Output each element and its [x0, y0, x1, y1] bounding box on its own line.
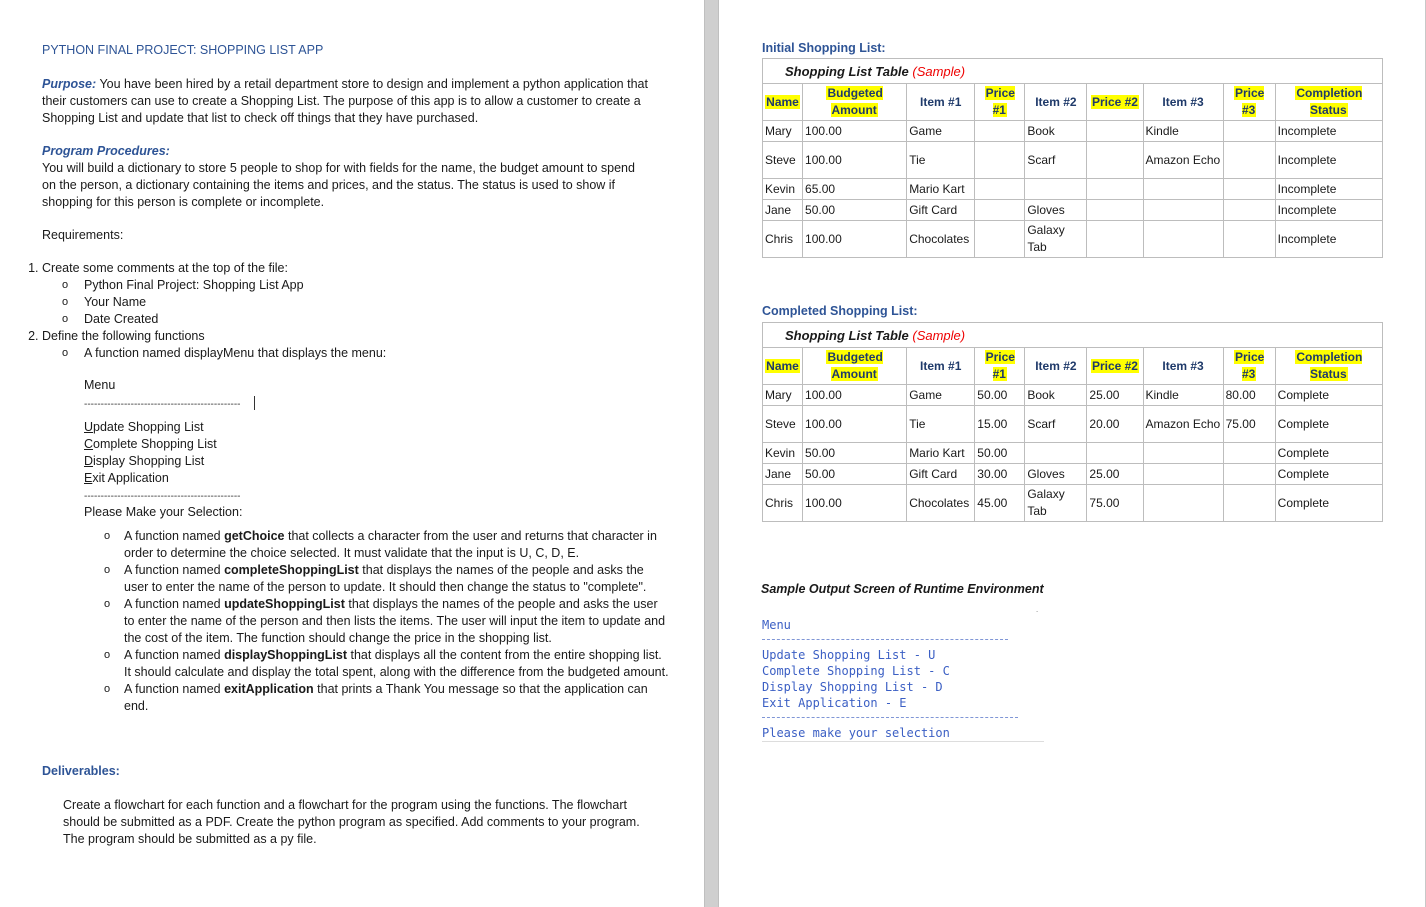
- header-text: Item #2: [1035, 94, 1077, 109]
- table-cell: 50.00: [803, 464, 907, 485]
- table-caption-row: [763, 59, 1383, 84]
- menu-item-update: [84, 419, 242, 436]
- header-text: Price #2: [1091, 358, 1138, 373]
- table-cell: Chris: [763, 485, 803, 522]
- function-text: A function named: [124, 563, 225, 577]
- menu-item-exit: [84, 470, 242, 487]
- table-cell: Kindle: [1143, 385, 1223, 406]
- header-text: Price #2: [1091, 94, 1138, 109]
- table-cell: Complete: [1275, 464, 1382, 485]
- header-text: Completion Status: [1296, 86, 1363, 117]
- table-caption: [763, 323, 1383, 348]
- console-divider-bottom: [762, 717, 1018, 718]
- purpose-line-3: Shopping List and update that list to check off things that they have purchased.: [42, 111, 479, 125]
- table-cell: Jane: [763, 200, 803, 221]
- requirements-list: [0, 260, 662, 362]
- table-cell: [1087, 142, 1143, 179]
- table-cell: Mary: [763, 121, 803, 142]
- table-cell: Tie: [907, 406, 975, 443]
- function-name: getChoice: [224, 529, 285, 543]
- table-cell: [1223, 485, 1275, 522]
- console-line: Display Shopping List - D: [762, 680, 943, 694]
- table-caption-row: [763, 323, 1383, 348]
- console-divider-top: [762, 639, 1008, 640]
- table-cell: [1143, 443, 1223, 464]
- header-item-2: [1025, 84, 1087, 121]
- menu-item-complete: [84, 436, 242, 453]
- header-name: [763, 84, 803, 121]
- purpose-line-1: You have been hired by a retail department store to design and implement a python application that: [99, 77, 648, 91]
- table-cell: Scarf: [1025, 142, 1087, 179]
- table-cell: [1143, 464, 1223, 485]
- table-cell: [1223, 179, 1275, 200]
- initial-shopping-table: [762, 58, 1383, 258]
- menu-item-display: [84, 453, 242, 470]
- document-page-left: [0, 0, 705, 907]
- menu-dashes: -----------------------------------------------: [84, 399, 241, 410]
- procedures-line-2: on the person, a dictionary containing the items and prices, and the status. The status is used to show if: [42, 178, 616, 192]
- function-text: A function named: [124, 529, 225, 543]
- table-cell: Complete: [1275, 485, 1382, 522]
- header-text: Completion Status: [1296, 350, 1363, 381]
- table-cell: 50.00: [975, 443, 1025, 464]
- header-text: Name: [766, 358, 799, 373]
- table-row: [763, 179, 1383, 200]
- header-text: Price #1: [985, 86, 1015, 117]
- menu-title: Menu: [84, 378, 116, 392]
- console-line: Complete Shopping List - C: [762, 664, 950, 678]
- procedures-label: Program Procedures:: [42, 144, 170, 158]
- header-item-2: [1025, 348, 1087, 385]
- function-text: A function named: [124, 682, 225, 696]
- menu-dashes: -----------------------------------------------: [84, 491, 241, 502]
- function-text: that displays the names of the people and asks the user to enter the name of the person and then lists the items. The user will input the item to update and the cost of the item. The function should change the price in the shopping list.: [124, 597, 666, 645]
- table-cell: Mario Kart: [907, 443, 975, 464]
- menu-label: xit Application: [92, 471, 169, 485]
- table-cell: Complete: [1275, 385, 1382, 406]
- caption-sample: (Sample): [912, 327, 966, 343]
- table-cell: [1223, 142, 1275, 179]
- header-text: Budgeted Amount: [827, 350, 883, 381]
- page-title: PYTHON FINAL PROJECT: SHOPPING LIST APP: [42, 43, 324, 57]
- sample-output-label: Sample Output Screen of Runtime Environment: [761, 582, 1044, 596]
- caption-text: Shopping List Table: [785, 63, 909, 79]
- table-cell: Kevin: [763, 443, 803, 464]
- console-line: Exit Application - E: [762, 696, 907, 710]
- table-row: [763, 121, 1383, 142]
- header-text: Price #1: [985, 350, 1015, 381]
- table-cell: Incomplete: [1275, 221, 1382, 258]
- table-cell: 100.00: [803, 485, 907, 522]
- table-cell: Book: [1025, 385, 1087, 406]
- table-cell: 25.00: [1087, 464, 1143, 485]
- deliverables-line-1: Create a flowchart for each function and a flowchart for the program using the functions. The flowchart: [63, 798, 627, 812]
- function-item: [104, 562, 669, 596]
- table-row: [763, 385, 1383, 406]
- table-row: [763, 200, 1383, 221]
- menu-key: D: [84, 454, 94, 468]
- table-cell: [1223, 443, 1275, 464]
- table-cell: 50.00: [803, 443, 907, 464]
- table-cell: 15.00: [975, 406, 1025, 443]
- table-cell: 50.00: [975, 385, 1025, 406]
- table-cell: 75.00: [1087, 485, 1143, 522]
- header-text: Item #2: [1035, 358, 1077, 373]
- table-cell: 65.00: [803, 179, 907, 200]
- table-cell: [1143, 179, 1223, 200]
- caret-mark: ˙: [1036, 610, 1039, 620]
- table-cell: [1087, 443, 1143, 464]
- sublist-item: o A function named displayMenu that displays the menu:: [62, 345, 662, 362]
- header-budget: [803, 348, 907, 385]
- table-cell: Gloves: [1025, 464, 1087, 485]
- table-cell: 100.00: [803, 121, 907, 142]
- table-cell: Amazon Echo: [1143, 142, 1223, 179]
- table-cell: [1223, 464, 1275, 485]
- requirement-sublist: [42, 345, 662, 362]
- header-item-1: [907, 348, 975, 385]
- table-cell: Jane: [763, 464, 803, 485]
- function-item: [104, 647, 669, 681]
- console-output: [762, 617, 1044, 742]
- table-row: [763, 485, 1383, 522]
- table-row: [763, 221, 1383, 258]
- table-cell: [1087, 221, 1143, 258]
- function-text: A function named: [124, 648, 225, 662]
- menu-label: pdate Shopping List: [93, 420, 204, 434]
- table-cell: 25.00: [1087, 385, 1143, 406]
- table-cell: 100.00: [803, 221, 907, 258]
- table-cell: Chocolates: [907, 485, 975, 522]
- table-cell: [1223, 221, 1275, 258]
- table-cell: 100.00: [803, 406, 907, 443]
- sublist-item: o Date Created: [62, 311, 662, 328]
- table-cell: Galaxy Tab: [1025, 485, 1087, 522]
- header-price-3: [1223, 348, 1275, 385]
- text-cursor: [254, 396, 255, 410]
- table-cell: Incomplete: [1275, 200, 1382, 221]
- header-item-3: [1143, 84, 1223, 121]
- header-text: Price #3: [1234, 86, 1265, 117]
- function-item: [104, 528, 669, 562]
- table-row: [763, 443, 1383, 464]
- table-cell: [1223, 121, 1275, 142]
- page-gutter: [705, 0, 718, 907]
- table-cell: 100.00: [803, 142, 907, 179]
- menu-key: E: [84, 471, 93, 485]
- purpose-line-2: their customers can use to create a Shopping List. The purpose of this app is to allow a customer to create a: [42, 94, 641, 108]
- menu-key: C: [84, 437, 94, 451]
- completed-list-label: Completed Shopping List:: [762, 304, 918, 318]
- table-cell: Complete: [1275, 443, 1382, 464]
- header-price-1: [975, 84, 1025, 121]
- function-text: that collects a character from the user and returns that character in order to determine the choice selected. It must validate that the input is U, C, D, E.: [124, 529, 657, 560]
- sublist-item: o Python Final Project: Shopping List App: [62, 277, 662, 294]
- table-cell: [1025, 179, 1087, 200]
- table-cell: Gift Card: [907, 464, 975, 485]
- table-cell: Incomplete: [1275, 179, 1382, 200]
- menu-key: U: [84, 420, 94, 434]
- table-cell: Gift Card: [907, 200, 975, 221]
- deliverables-line-2: should be submitted as a PDF. Create the python program as specified. Add comments to your program.: [63, 815, 640, 829]
- menu-divider-bottom: [84, 487, 242, 504]
- purpose-paragraph: [42, 76, 648, 127]
- table-cell: Steve: [763, 142, 803, 179]
- function-text: that displays the names of the people and asks the user to enter the name of the person to update. It should then change the status to "complete".: [124, 563, 647, 594]
- table-cell: [1143, 200, 1223, 221]
- table-cell: Steve: [763, 406, 803, 443]
- header-price-3: [1223, 84, 1275, 121]
- purpose-label: Purpose:: [42, 77, 97, 91]
- function-text: that displays all the content from the entire shopping list. It should calculate and display the total spent, along with the difference from the budgeted amount.: [124, 648, 669, 679]
- table-cell: Kindle: [1143, 121, 1223, 142]
- table-cell: [975, 142, 1025, 179]
- console-line: Update Shopping List - U: [762, 648, 936, 662]
- table-cell: Gloves: [1025, 200, 1087, 221]
- table-row: [763, 464, 1383, 485]
- table-cell: Amazon Echo: [1143, 406, 1223, 443]
- table-header-row: [763, 348, 1383, 385]
- requirement-text: Define the following functions: [42, 329, 205, 343]
- function-name: updateShoppingList: [224, 597, 345, 611]
- requirements-label: Requirements:: [42, 228, 124, 242]
- table-cell: 75.00: [1223, 406, 1275, 443]
- initial-list-label: Initial Shopping List:: [762, 41, 886, 55]
- caption-sample: (Sample): [912, 63, 966, 79]
- deliverables-paragraph: [63, 797, 640, 848]
- function-text: A function named: [124, 597, 225, 611]
- table-header-row: [763, 84, 1383, 121]
- table-cell: Complete: [1275, 406, 1382, 443]
- deliverables-line-3: The program should be submitted as a py file.: [63, 832, 317, 846]
- deliverables-label: Deliverables:: [42, 764, 120, 778]
- table-cell: 30.00: [975, 464, 1025, 485]
- header-text: Item #1: [920, 358, 962, 373]
- table-cell: Kevin: [763, 179, 803, 200]
- table-cell: [975, 121, 1025, 142]
- procedures-paragraph: [42, 143, 635, 211]
- header-price-2: [1087, 84, 1143, 121]
- sublist-item: o Your Name: [62, 294, 662, 311]
- table-cell: 50.00: [803, 200, 907, 221]
- console-prompt: Please make your selection: [762, 726, 950, 740]
- table-cell: [975, 200, 1025, 221]
- table-cell: Chris: [763, 221, 803, 258]
- table-cell: Incomplete: [1275, 142, 1382, 179]
- requirement-text: Create some comments at the top of the file:: [42, 261, 288, 275]
- header-text: Name: [766, 94, 799, 109]
- header-text: Item #3: [1162, 94, 1204, 109]
- table-cell: [1143, 485, 1223, 522]
- table-cell: [975, 221, 1025, 258]
- header-status: [1275, 348, 1382, 385]
- requirement-item: [42, 328, 662, 362]
- table-cell: 20.00: [1087, 406, 1143, 443]
- header-budget: [803, 84, 907, 121]
- header-text: Item #1: [920, 94, 962, 109]
- table-cell: Galaxy Tab: [1025, 221, 1087, 258]
- requirement-item: [42, 260, 662, 328]
- header-text: Price #3: [1234, 350, 1265, 381]
- table-cell: 100.00: [803, 385, 907, 406]
- table-cell: [1025, 443, 1087, 464]
- function-name: completeShoppingList: [224, 563, 359, 577]
- table-cell: [1087, 121, 1143, 142]
- menu-label: omplete Shopping List: [93, 437, 217, 451]
- table-cell: 45.00: [975, 485, 1025, 522]
- table-cell: [1223, 200, 1275, 221]
- table-cell: Book: [1025, 121, 1087, 142]
- completed-shopping-table: [762, 322, 1383, 522]
- function-text: that prints a Thank You message so that the application can end.: [124, 682, 648, 713]
- requirement-sublist: [42, 277, 662, 328]
- menu-divider-top: [84, 394, 242, 411]
- console-menu-title: Menu: [762, 618, 791, 632]
- caption-text: Shopping List Table: [785, 327, 909, 343]
- table-cell: Mary: [763, 385, 803, 406]
- menu-label: isplay Shopping List: [93, 454, 205, 468]
- table-cell: Game: [907, 385, 975, 406]
- functions-list: [104, 528, 669, 715]
- header-text: Budgeted Amount: [827, 86, 883, 117]
- table-cell: [1087, 200, 1143, 221]
- function-name: displayShoppingList: [224, 648, 347, 662]
- table-row: [763, 406, 1383, 443]
- table-cell: Chocolates: [907, 221, 975, 258]
- table-cell: Mario Kart: [907, 179, 975, 200]
- menu-prompt: Please Make your Selection:: [84, 505, 243, 519]
- table-cell: Tie: [907, 142, 975, 179]
- function-item: [104, 596, 669, 647]
- table-caption: [763, 59, 1383, 84]
- menu-example: [84, 377, 242, 521]
- table-cell: [1143, 221, 1223, 258]
- header-price-1: [975, 348, 1025, 385]
- header-price-2: [1087, 348, 1143, 385]
- table-cell: 80.00: [1223, 385, 1275, 406]
- function-item: [104, 681, 669, 715]
- table-cell: [1087, 179, 1143, 200]
- header-status: [1275, 84, 1382, 121]
- header-item-1: [907, 84, 975, 121]
- procedures-line-3: shopping for this person is complete or incomplete.: [42, 195, 325, 209]
- header-text: Item #3: [1162, 358, 1204, 373]
- procedures-line-1: You will build a dictionary to store 5 people to shop for with fields for the name, the budget amount to spend: [42, 161, 635, 175]
- header-name: [763, 348, 803, 385]
- table-cell: Game: [907, 121, 975, 142]
- table-cell: Incomplete: [1275, 121, 1382, 142]
- table-cell: [975, 179, 1025, 200]
- function-name: exitApplication: [224, 682, 314, 696]
- header-item-3: [1143, 348, 1223, 385]
- table-cell: Scarf: [1025, 406, 1087, 443]
- table-row: [763, 142, 1383, 179]
